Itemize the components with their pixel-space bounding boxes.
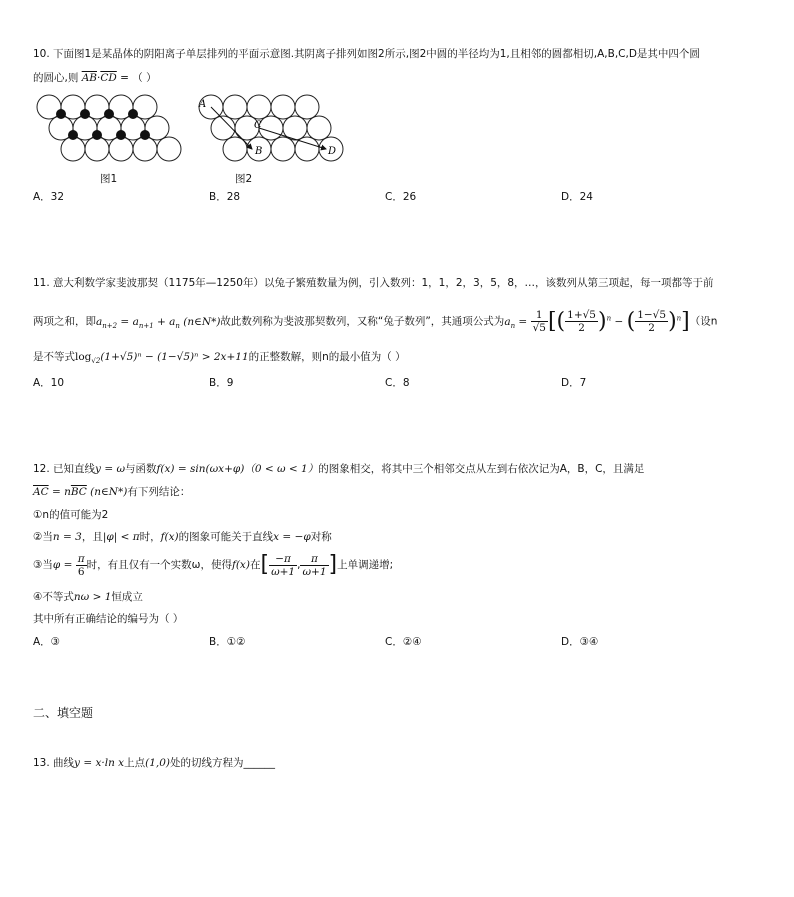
line-equation: y = ω xyxy=(95,463,126,475)
q11-text-line2 xyxy=(33,304,717,340)
q10-option-c[interactable]: C．26 xyxy=(385,191,417,203)
figure-1-crystal-diagram xyxy=(34,92,188,162)
figure-2-label: 图2 xyxy=(235,173,253,185)
log-base: √2 xyxy=(91,357,101,366)
q10-text-line2 xyxy=(33,71,157,85)
dot-product-symbol: · xyxy=(97,72,101,84)
vector-ac: $\overline{AC}$ xyxy=(33,486,49,498)
q11-option-d[interactable]: D．7 xyxy=(561,377,587,389)
q10-text-line1: 10. 下面图1是某晶体的阴阳离子单层排列的平面示意图.其阴离子排列如图2所示,图2中圆的半径均为1,且相邻的圆都相切,A,B,C,D是其中四个圆 xyxy=(33,48,700,60)
q12-conclusion-2: ②当n = 3，且|φ| < π时，f(x)的图象可能关于直线x = −φ对称 xyxy=(33,531,332,543)
arrow-a-to-b xyxy=(211,107,252,149)
omega-condition: （0 < ω < 1） xyxy=(244,463,319,475)
q11-text-line1: 11. 意大利数学家斐波那契（1175年—1250年）以兔子繁殖数量为例，引入数列：1，1，2，3，5，8，…，该数列从第三项起，每一项都等于前 xyxy=(33,277,714,289)
vector-cd: $\overline{CD}$ xyxy=(100,72,117,84)
vector-equation: = n xyxy=(48,486,71,498)
function-expression: f(x) = sin(ωx+φ) xyxy=(156,463,245,475)
general-term-formula: $a_n$ = $\frac{1}{√5}$ [( $\frac{1+√5}{2}$ )$^n$ − ( $\frac{1-√5}{2}$ )$^n$] xyxy=(504,308,690,334)
q12-option-c[interactable]: C．②④ xyxy=(385,636,422,648)
point-b-label: B xyxy=(255,146,263,157)
point-d-label: D xyxy=(328,146,337,157)
q12-option-b[interactable]: B．①② xyxy=(209,636,246,648)
q11-text2a: 两项之和，即 xyxy=(33,315,96,328)
q12-text1b: 与函数 xyxy=(125,463,157,475)
q10-option-a[interactable]: A．32 xyxy=(33,191,65,203)
q10-option-b[interactable]: B．28 xyxy=(209,191,241,203)
point-c-label: C xyxy=(254,120,262,131)
q10-text2b: = （ ） xyxy=(120,72,157,84)
vector-ab: $\overline{AB}$ xyxy=(81,72,97,84)
q12-conclusion-3: ③当φ = $\frac{\pi}{6}$ 时，有且仅有一个实数ω，使得f(x)在[ $\frac{-\pi}{\omega+1}$ , $\frac{\pi}{\omega+1}$ ]上单调递增; xyxy=(33,552,394,578)
q12-text-line1 xyxy=(33,462,644,476)
curve-equation: y = x·ln x xyxy=(74,757,125,769)
arrow-c-to-d xyxy=(259,128,326,149)
q12-text-line2 xyxy=(33,485,190,499)
q12-text2b: 有下列结论： xyxy=(127,486,191,498)
q10-option-d[interactable]: D．24 xyxy=(561,191,593,203)
q11-option-b[interactable]: B．9 xyxy=(209,377,234,389)
tangent-point: (1,0) xyxy=(145,757,170,769)
point-a-label: A xyxy=(199,99,207,110)
q11-text3b: 的正整数解，则n的最小值为（ ） xyxy=(248,351,406,363)
q13-text: 13. 曲线y = x·ln x上点(1,0)处的切线方程为______ xyxy=(33,757,275,769)
q13-answer-blank[interactable]: 处的切线方程为______ xyxy=(170,757,275,769)
log-symbol: log xyxy=(75,351,92,363)
q11-option-c[interactable]: C．8 xyxy=(385,377,410,389)
inequality-expression: (1+√5)ⁿ − (1−√5)ⁿ > 2x+11 xyxy=(100,351,249,363)
n-condition: (n∈N*) xyxy=(90,486,128,498)
figure-1-label: 图1 xyxy=(100,173,118,185)
q11-text-line3 xyxy=(33,350,406,368)
q11-text2b: 故此数列称为斐波那契数列，又称“兔子数列”，其通项公式为 xyxy=(220,315,505,328)
recurrence-formula: $a_{n+2} = a_{n+1} + a_n$ (n∈N*) xyxy=(96,315,221,330)
q11-text2c: （设n xyxy=(689,315,718,328)
q12-question: 其中所有正确结论的编号为（ ） xyxy=(33,613,184,625)
figure-2-anion-diagram xyxy=(196,92,344,162)
q11-option-a[interactable]: A．10 xyxy=(33,377,65,389)
q12-option-d[interactable]: D．③④ xyxy=(561,636,599,648)
q12-conclusion-4: ④不等式nω > 1恒成立 xyxy=(33,591,143,603)
q10-text2a: 的圆心,则 xyxy=(33,72,79,84)
q12-text1a: 12. 已知直线 xyxy=(33,463,96,475)
q12-option-a[interactable]: A．③ xyxy=(33,636,61,648)
q11-text3a: 是不等式 xyxy=(33,351,75,363)
vector-bc: $\overline{BC}$ xyxy=(70,486,87,498)
q12-text1c: 的图象相交，将其中三个相邻交点从左到右依次记为A，B，C，且满足 xyxy=(318,463,645,475)
q12-conclusion-1: ①n的值可能为2 xyxy=(33,509,109,521)
section-title-fill-in: 二、填空题 xyxy=(33,706,94,720)
